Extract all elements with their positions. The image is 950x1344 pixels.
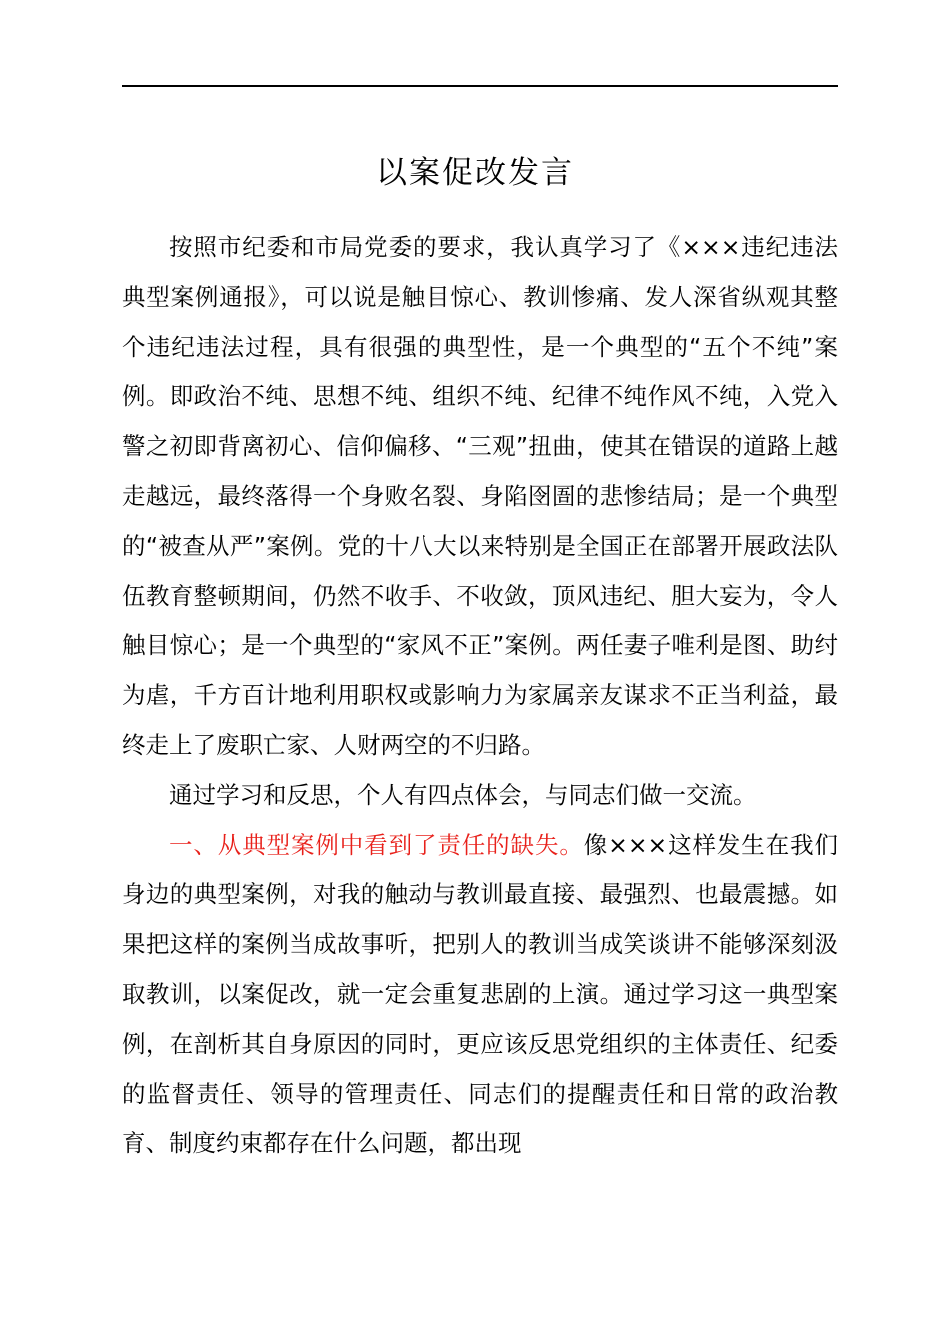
- paragraph-intro: [122, 771, 838, 821]
- paragraph-text: 按照市纪委和市局党委的要求，我认真学习了《×××违纪违法典型案例通报》，可以说是触目惊心、教训惨痛、发人深省纵观其整个违纪违法过程，具有很强的典型性，是一个典型的“五个不纯”案例。即政治不纯、思想不纯、组织不纯、纪律不纯作风不纯，入党入警之初即背离初心、信仰偏移、“三观”扭曲，使其在错误的道路上越走越远，最终落得一个身败名裂、身陷囹圄的悲惨结局；是一个典型的“被查从严”案例。党的十八大以来特别是全国正在部署开展政法队伍教育整顿期间，仍然不收手、不收敛，顶风违纪、胆大妄为，令人触目惊心；是一个典型的“家风不正”案例。两任妻子唯利是图、助纣为虐，千方百计地利用职权或影响力为家属亲友谋求不正当利益，最终走上了废职亡家、人财两空的不归路。: [122, 233, 838, 759]
- document-title: 以案促改发言: [376, 155, 574, 191]
- document-body: [122, 223, 838, 1169]
- section-heading: 一、从典型案例中看到了责任的缺失。: [169, 830, 584, 859]
- paragraph-case-summary: [122, 223, 838, 771]
- paragraph-text: 像×××这样发生在我们身边的典型案例，对我的触动与教训最直接、最强烈、也最震撼。如果把这样的案例当成故事听，把别人的教训当成笑谈讲不能够深刻汲取教训，以案促改，就一定会重复悲剧的上演。通过学习这一典型案例，在剖析其自身原因的同时，更应该反思党组织的主体责任、纪委的监督责任、领导的管理责任、同志们的提醒责任和日常的政治教育、制度约束都存在什么问题，都出现: [122, 830, 838, 1158]
- paragraph-text: 通过学习和反思，个人有四点体会，与同志们做一交流。: [169, 780, 757, 809]
- paragraph-point-one: [122, 821, 838, 1170]
- header-rule: [122, 85, 838, 87]
